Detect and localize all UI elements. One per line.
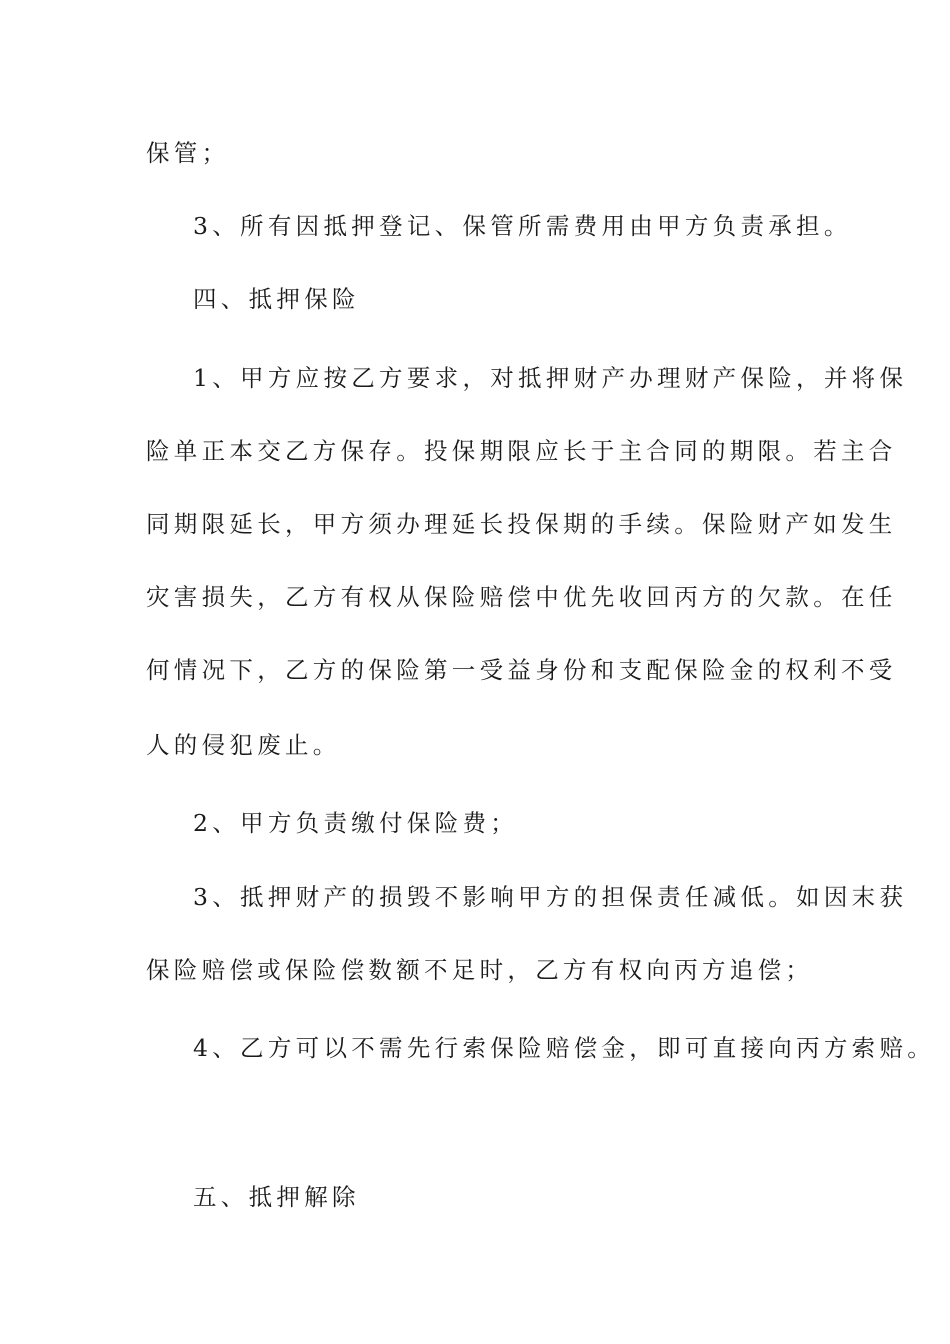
- text-line: 3、抵押财产的损毁不影响甲方的担保责任减低。如因末获: [193, 883, 908, 911]
- text-line: 保险赔偿或保险偿数额不足时，乙方有权向丙方追偿；: [146, 956, 814, 984]
- text-line: 2、甲方负责缴付保险费；: [193, 809, 519, 837]
- text-line: 3、所有因抵押登记、保管所需费用由甲方负责承担。: [193, 212, 852, 240]
- text-line: 1、甲方应按乙方要求，对抵押财产办理财产保险，并将保: [193, 364, 908, 392]
- text-line: 险单正本交乙方保存。投保期限应长于主合同的期限。若主合: [146, 437, 897, 465]
- text-line: 保管；: [146, 139, 230, 167]
- text-line: 灾害损失，乙方有权从保险赔偿中优先收回丙方的欠款。在任: [146, 583, 897, 611]
- text-line: 同期限延长，甲方须办理延长投保期的手续。保险财产如发生: [146, 510, 897, 538]
- text-line: 人的侵犯废止。: [146, 731, 341, 759]
- section-heading: 五、抵押解除: [193, 1183, 360, 1211]
- section-heading: 四、抵押保险: [193, 285, 360, 313]
- text-line: 何情况下，乙方的保险第一受益身份和支配保险金的权利不受: [146, 656, 897, 684]
- text-line: 4、乙方可以不需先行索保险赔偿金，即可直接向丙方索赔。: [193, 1034, 936, 1062]
